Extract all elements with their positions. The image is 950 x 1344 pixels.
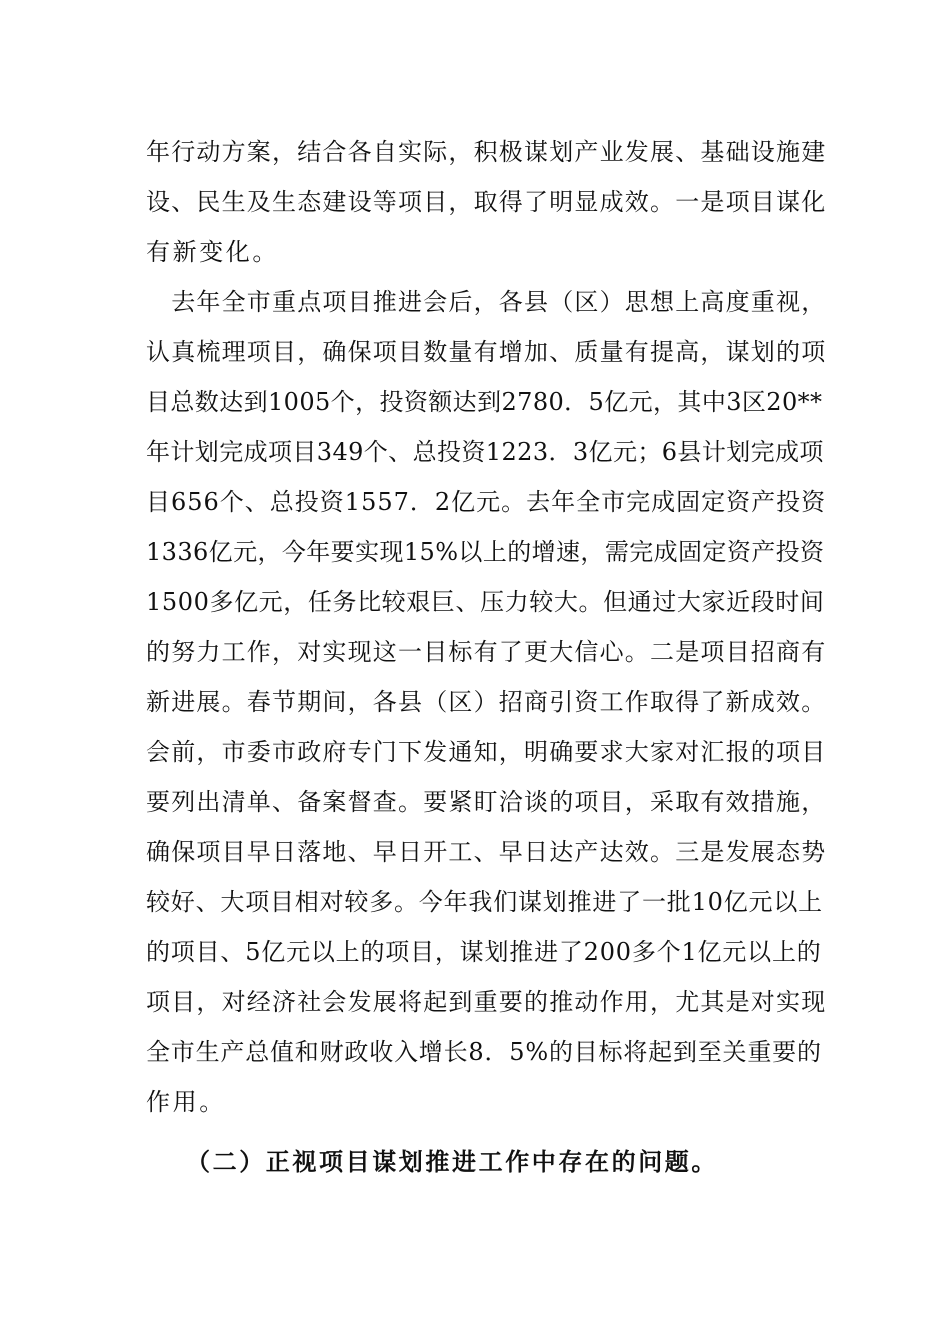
paragraph-line: 的项目、5亿元以上的项目，谋划推进了200多个1亿元以上的 — [146, 938, 822, 966]
paragraph-line: 年计划完成项目349个、总投资1223．3亿元；6县计划完成项 — [146, 438, 824, 466]
paragraph-line: 有新变化。 — [146, 238, 279, 266]
paragraph-line: 认真梳理项目，确保项目数量有增加、质量有提高，谋划的项 — [146, 338, 827, 366]
paragraph-line: 会前，市委市政府专门下发通知，明确要求大家对汇报的项目 — [146, 738, 827, 766]
paragraph-line: 目656个、总投资1557．2亿元。去年全市完成固定资产投资 — [146, 488, 827, 516]
paragraph-line: 1336亿元，今年要实现15%以上的增速，需完成固定资产投资 — [146, 538, 825, 566]
section-heading: （二）正视项目谋划推进工作中存在的问题。 — [186, 1147, 718, 1176]
paragraph-line: 项目，对经济社会发展将起到重要的推动作用，尤其是对实现 — [146, 988, 827, 1016]
paragraph-line: 目总数达到1005个，投资额达到2780．5亿元，其中3区20** — [146, 388, 823, 416]
paragraph-line: 要列出清单、备案督查。要紧盯洽谈的项目，采取有效措施， — [146, 788, 827, 816]
paragraph-line: 全市生产总值和财政收入增长8．5%的目标将起到至关重要的 — [146, 1038, 822, 1066]
paragraph-line: 年行动方案，结合各自实际，积极谋划产业发展、基础设施建 — [146, 138, 827, 166]
paragraph-line: 1500多亿元，任务比较艰巨、压力较大。但通过大家近段时间 — [146, 588, 825, 616]
paragraph-line: 较好、大项目相对较多。今年我们谋划推进了一批10亿元以上 — [146, 888, 823, 916]
paragraph-line: 的努力工作，对实现这一目标有了更大信心。二是项目招商有 — [146, 638, 827, 666]
paragraph-line: 新进展。春节期间，各县（区）招商引资工作取得了新成效。 — [146, 688, 827, 716]
paragraph-line: 作用。 — [146, 1088, 226, 1116]
paragraph-line: 设、民生及生态建设等项目，取得了明显成效。一是项目谋化 — [146, 188, 827, 216]
paragraph-line: 确保项目早日落地、早日开工、早日达产达效。三是发展态势 — [146, 838, 827, 866]
paragraph-line: 去年全市重点项目推进会后，各县（区）思想上高度重视， — [146, 288, 827, 316]
